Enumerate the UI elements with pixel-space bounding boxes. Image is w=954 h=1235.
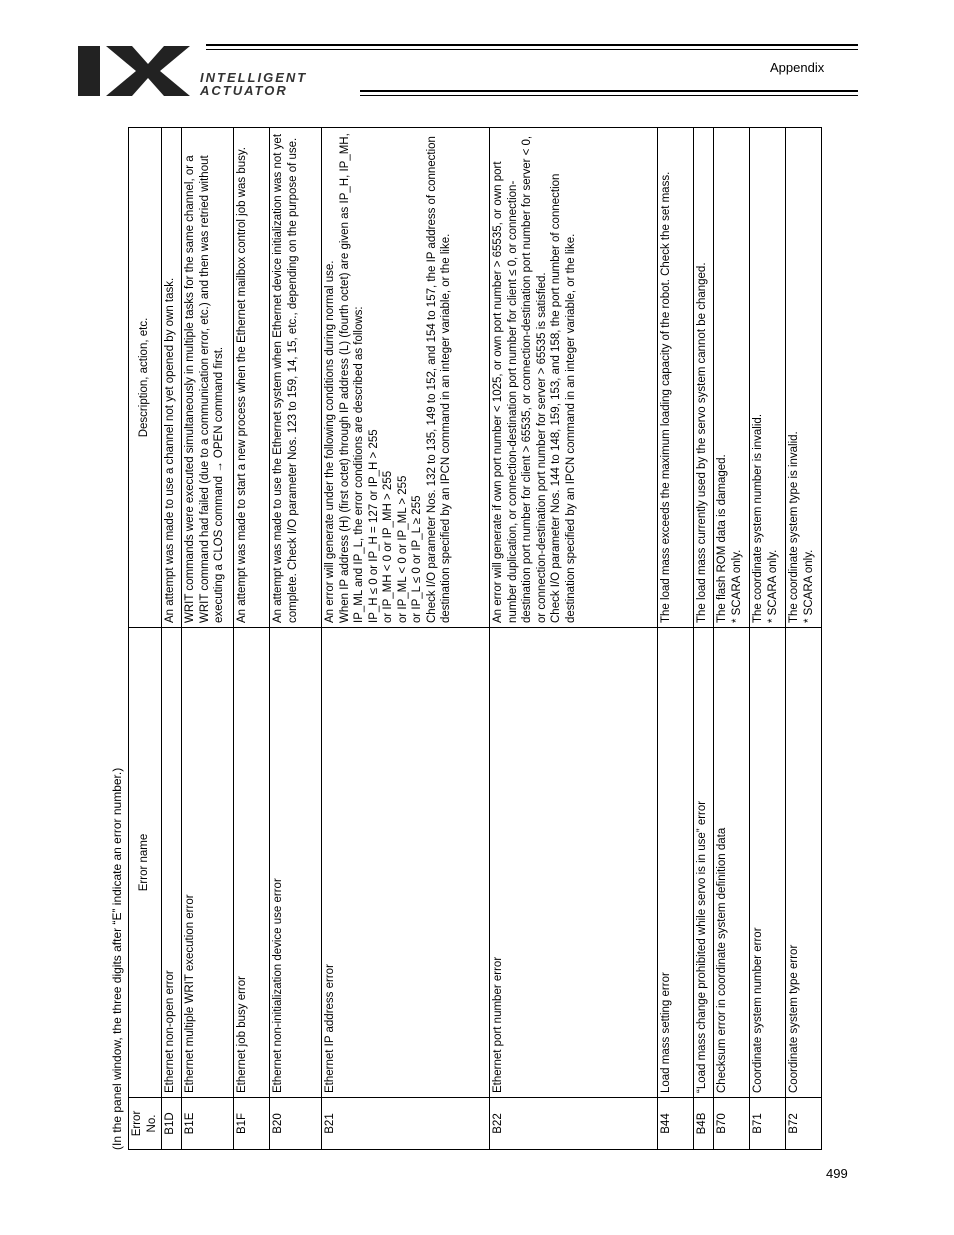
company-logo: [76, 44, 366, 100]
description-line: An error will generate under the following conditions during normal use.: [324, 260, 336, 623]
error-name: Ethernet non-initialization device use error: [270, 628, 322, 1098]
description-line: * SCARA only.: [730, 549, 743, 623]
table-row: [234, 128, 270, 1150]
error-description: [750, 128, 786, 628]
error-description: [182, 128, 234, 628]
description-line: or IP_ML < 0 or IP_ML > 255: [396, 475, 409, 623]
error-name: Load mass setting error: [658, 628, 694, 1098]
error-number: B71: [750, 1098, 786, 1150]
error-number: B20: [270, 1098, 322, 1150]
error-number: B72: [786, 1098, 822, 1150]
description-line: The load mass currently used by the servo system cannot be changed.: [696, 262, 708, 623]
table-row: [714, 128, 750, 1150]
error-table: [128, 127, 822, 1150]
error-description: [694, 128, 714, 628]
description-line: An attempt was made to start a new process when the Ethernet mailbox control job was busy.: [236, 147, 248, 623]
error-name: Coordinate system type error: [786, 628, 822, 1098]
description-line: When IP address (H) (first octet) through IP address (L) (fourth octet) are given as IP_H, IP_MH, IP_ML and IP_L, the error conditions are described as follows:: [338, 133, 365, 623]
section-label: Appendix: [770, 60, 825, 75]
error-description: [162, 128, 182, 628]
table-row: [270, 128, 322, 1150]
error-description: [490, 128, 658, 628]
description-line: An attempt was made to use the Ethernet system when Ethernet device initialization was not yet complete. Check I/O parameter Nos. 123 to 159, 14, 15, etc., depending on the purpose of use.: [272, 133, 299, 623]
error-description: [714, 128, 750, 628]
description-line: or IP_L ≤ 0 or IP_L ≥ 255: [411, 495, 423, 623]
logo-wordmark: [200, 71, 307, 97]
description-line: An attempt was made to use a channel not yet opened by own task.: [164, 277, 176, 623]
table-row: [658, 128, 694, 1150]
header-rule-top-thin: [206, 49, 858, 50]
error-number: B44: [658, 1098, 694, 1150]
error-description: [270, 128, 322, 628]
error-description: [658, 128, 694, 628]
table-row: [694, 128, 714, 1150]
error-name: Ethernet non-open error: [162, 628, 182, 1098]
table-row: [490, 128, 658, 1150]
table-row: [750, 128, 786, 1150]
description-line: or IP_MH < 0 or IP_MH > 255: [382, 470, 394, 623]
error-name: Coordinate system number error: [750, 628, 786, 1098]
error-name: Ethernet port number error: [490, 628, 658, 1098]
col-header-error-no: Error No.: [129, 1098, 162, 1150]
description-line: WRIT commands were executed simultaneously in multiple tasks for the same channel, or a WRIT command had failed (due to a communication error, etc.) and then was retried without executing a CLOS command → OPEN command first.: [184, 155, 225, 623]
table-row: [786, 128, 822, 1150]
panel-window-note: (In the panel window, the three digits after “E” indicate an error number.): [110, 767, 124, 1150]
error-name: Ethernet multiple WRIT execution error: [182, 628, 234, 1098]
description-line: The coordinate system type is invalid.: [788, 431, 800, 623]
error-number: B1E: [182, 1098, 234, 1150]
error-number: B70: [714, 1098, 750, 1150]
error-name: Checksum error in coordinate system definition data: [714, 628, 750, 1098]
header-rule-bottom-thin: [360, 95, 858, 96]
error-description: [786, 128, 822, 628]
description-line: Check I/O parameter Nos. 144 to 148, 159, 153, and 158, the port number of connection destination specified by an IPCN command in an integer variable, or the like.: [550, 173, 577, 623]
header-rule-bottom: [360, 90, 858, 92]
description-line: Check I/O parameter Nos. 132 to 135, 149 to 152, and 154 to 157, the IP address of connection destination specified by an IPCN command in an integer variable, or the like.: [425, 136, 452, 623]
table-header-row: [129, 128, 162, 1150]
error-number: B1F: [234, 1098, 270, 1150]
error-number: B4B: [694, 1098, 714, 1150]
description-line: * SCARA only.: [802, 549, 815, 623]
table-row: [322, 128, 490, 1150]
logo-line-2: ACTUATOR: [200, 83, 288, 98]
col-header-error-name: Error name: [129, 628, 162, 1098]
ix-logo-mark-icon: [76, 44, 196, 100]
table-row: [162, 128, 182, 1150]
description-line: The load mass exceeds the maximum loading capacity of the robot. Check the set mass.: [660, 171, 672, 623]
error-number: B21: [322, 1098, 490, 1150]
rotated-table-area: [108, 125, 815, 1150]
error-description: [234, 128, 270, 628]
description-line: An error will generate if own port number < 1025, or own port number > 65535, or own port number duplication, or connection-destination port number for client ≤ 0, or connection-destination port number for client > 65535, or connection-destination port number for server < 0, or connection-destination port number for server > 65535 is satisfied.: [492, 135, 548, 623]
error-name: Ethernet job busy error: [234, 628, 270, 1098]
header-rule-top: [206, 44, 858, 46]
logo-line-1: INTELLIGENT: [200, 70, 308, 85]
error-name: Ethernet IP address error: [322, 628, 490, 1098]
error-number: B1D: [162, 1098, 182, 1150]
description-line: The flash ROM data is damaged.: [716, 454, 728, 623]
description-line: The coordinate system number is invalid.: [752, 413, 764, 623]
error-description: [322, 128, 490, 628]
page-number: 499: [826, 1166, 848, 1181]
table-row: [182, 128, 234, 1150]
description-line: IP_H ≤ 0 or IP_H = 127 or IP_H > 255: [367, 429, 380, 623]
description-line: * SCARA only.: [766, 549, 779, 623]
error-name: “Load mass change prohibited while servo is in use” error: [694, 628, 714, 1098]
error-number: B22: [490, 1098, 658, 1150]
col-header-description: Description, action, etc.: [129, 128, 162, 628]
